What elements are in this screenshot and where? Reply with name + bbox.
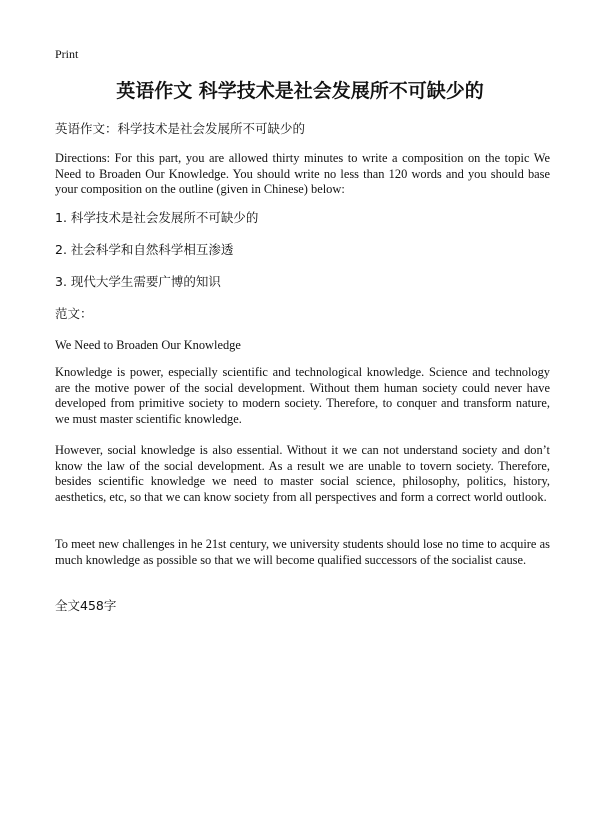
sample-essay-label: 范文： — [55, 306, 93, 321]
word-count: 全文458字 — [55, 598, 117, 613]
essay-paragraph-1: Knowledge is power, especially scientific and technological knowledge. Science and technology are the motive power of the social development. Without them human society could never have developed from primitive society to modern society. Therefore, to conquer and transform nature, we must master scientific knowledge. — [55, 365, 550, 426]
page-title: 英语作文 科学技术是社会发展所不可缺少的 — [116, 80, 484, 102]
print-link[interactable]: Print — [55, 47, 79, 61]
outline-item-1: 1. 科学技术是社会发展所不可缺少的 — [55, 210, 259, 225]
essay-paragraph-2: However, social knowledge is also essential. Without it we can not understand society and don’t know the law of the social development. As a result we are unable to tovern society. Therefore, besides scientific knowledge we need to master social science, philosophy, politics, history, aesthetics, etc, so that we can know society from all perspectives and form a correct world outlook. — [55, 443, 550, 504]
document-subtitle: 英语作文：科学技术是社会发展所不可缺少的 — [55, 121, 306, 136]
directions-paragraph: Directions: For this part, you are allowed thirty minutes to write a composition on the topic We Need to Broaden Our Knowledge. You should write no less than 120 words and you should base your composition on the outline (given in Chinese) below: — [55, 151, 550, 197]
essay-title: We Need to Broaden Our Knowledge — [55, 338, 241, 352]
outline-item-2: 2. 社会科学和自然科学相互渗透 — [55, 242, 234, 257]
outline-item-3: 3. 现代大学生需要广博的知识 — [55, 274, 221, 289]
essay-paragraph-3: To meet new challenges in he 21st century, we university students should lose no time to acquire as much knowledge as possible so that we will become qualified successors of the socialist cause. — [55, 537, 550, 567]
